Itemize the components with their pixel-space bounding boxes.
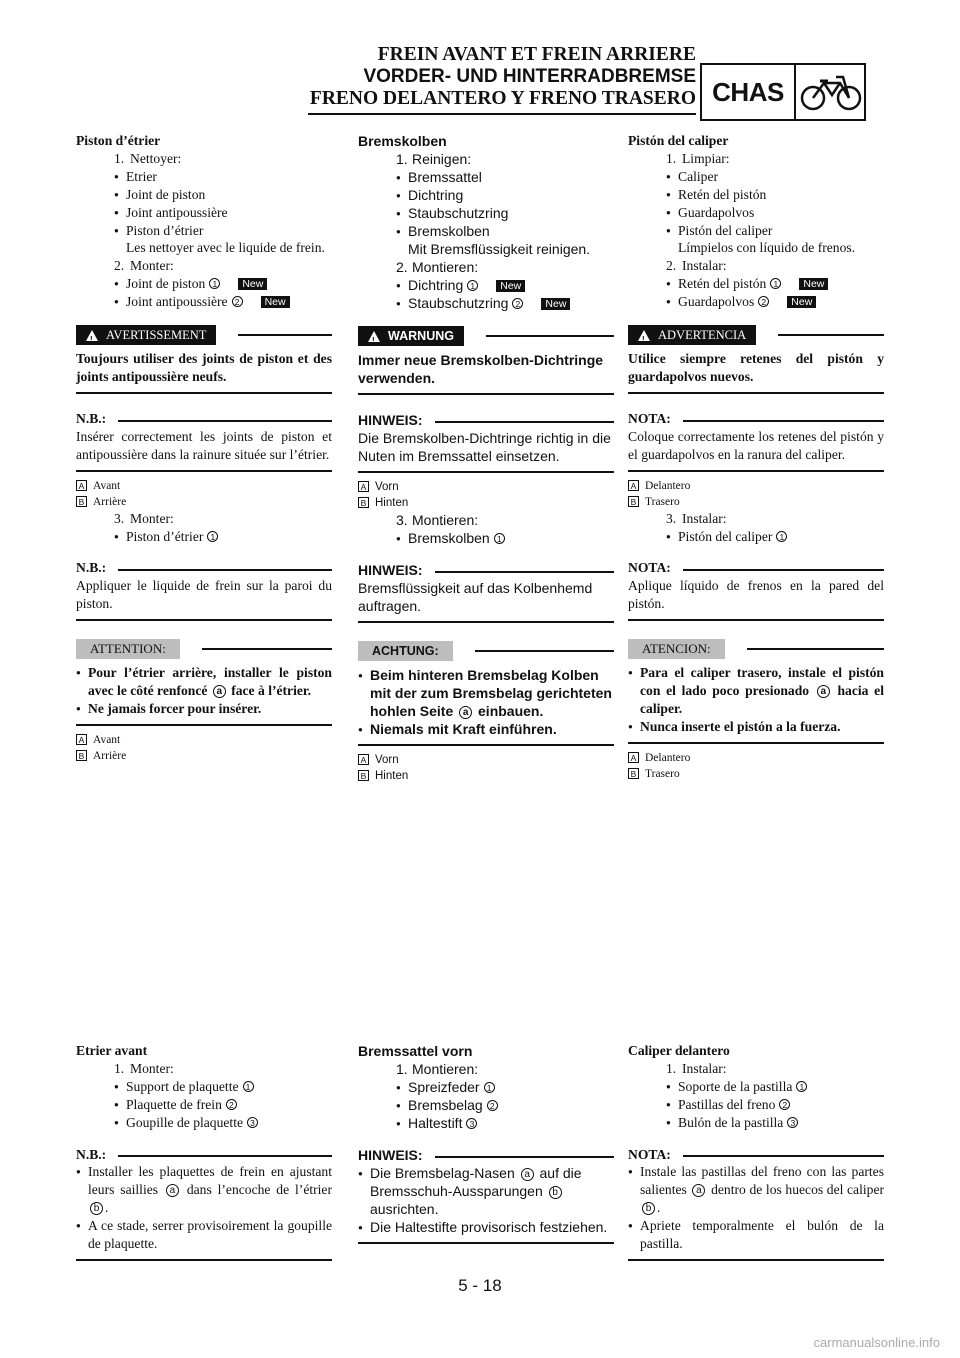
step-label: Montieren: xyxy=(412,512,479,528)
warning-text: Toujours utiliser des joints de piston et des joints antipoussière neufs. xyxy=(76,351,332,384)
note-header xyxy=(76,1146,332,1164)
es-step-3 xyxy=(628,510,884,528)
attention-badge: ATTENTION: xyxy=(76,639,180,659)
warning-icon xyxy=(638,330,650,341)
note-label: NOTA: xyxy=(628,410,671,426)
note-text: Instale las pastillas del freno con las partes salientes xyxy=(640,1164,884,1198)
callout-1: 1 xyxy=(207,531,218,542)
list-item: ● Pistón del caliper xyxy=(628,222,884,240)
step-number: 1. xyxy=(396,1061,408,1077)
legend-key-b: B xyxy=(358,497,369,508)
list-item: ● Guardapolvos xyxy=(628,204,884,222)
step-label: Instalar: xyxy=(682,510,727,526)
note-text: dentro de los huecos del caliper xyxy=(711,1182,885,1198)
es-step-1 xyxy=(628,150,884,168)
new-badge: New xyxy=(799,278,828,290)
header-title-de: VORDER- UND HINTERRADBREMSE xyxy=(363,66,696,87)
note-text: auf die Bremsschuh-Aussparungen xyxy=(370,1165,582,1199)
attention-item: ● Nunca inserte el pistón a la fuerza. xyxy=(628,718,884,736)
legend xyxy=(358,752,614,784)
legend-label: Vorn xyxy=(375,754,399,766)
attention-header xyxy=(76,639,332,659)
list-item: ● Bremskolben xyxy=(358,222,614,240)
step-label: Monter: xyxy=(130,1060,174,1076)
legend-label: Delantero xyxy=(645,751,691,764)
callout-2: 2 xyxy=(512,298,523,309)
callout-1: 1 xyxy=(776,531,787,542)
header-rule xyxy=(308,113,696,115)
warning-icon xyxy=(368,331,380,342)
fr-step-2 xyxy=(76,257,332,275)
list-item xyxy=(628,528,884,546)
list-item xyxy=(628,1078,884,1096)
item-text: Bremsbelag xyxy=(408,1097,483,1113)
legend-label: Avant xyxy=(93,733,121,746)
note-text: dans l’encoche de l’étrier xyxy=(186,1182,332,1198)
step-number: 1. xyxy=(114,1060,125,1076)
callout-a: a xyxy=(213,685,226,698)
note-item: ● Die Haltestifte provisorisch festziehen. xyxy=(358,1218,614,1236)
legend-label: Hinten xyxy=(375,497,409,509)
callout-3: 3 xyxy=(247,1117,258,1128)
item-text: Support de plaquette xyxy=(126,1078,239,1094)
es-bottom-title: Caliper delantero xyxy=(628,1043,730,1058)
step-label: Nettoyer: xyxy=(130,150,182,166)
de-step-1 xyxy=(358,150,614,168)
attention-header xyxy=(628,639,884,659)
page-number: 5 - 18 xyxy=(458,1276,502,1295)
es-section-title: Pistón del caliper xyxy=(628,133,729,148)
legend-label: Arrière xyxy=(93,495,127,508)
callout-1: 1 xyxy=(770,278,781,289)
note-header xyxy=(358,561,614,579)
legend-label: Trasero xyxy=(645,767,680,780)
fr-column-top xyxy=(76,132,332,764)
callout-a: a xyxy=(692,1184,705,1197)
item-text: Bulón de la pastilla xyxy=(678,1114,784,1130)
item-text: Retén del pistón xyxy=(678,276,767,292)
step-number: 3. xyxy=(666,510,677,526)
list-item xyxy=(358,1096,614,1114)
list-item: ● Piston d’étrier xyxy=(76,222,332,240)
note-text: Installer les plaquettes de frein en ajustant leurs saillies xyxy=(88,1164,332,1198)
step-number: 1. xyxy=(666,150,677,166)
es-column-bottom xyxy=(628,1042,884,1267)
fr-bottom-step-1 xyxy=(76,1060,332,1078)
item-text: Spreizfeder xyxy=(408,1079,480,1095)
step-number: 1. xyxy=(114,150,125,166)
note-text: Appliquer le liquide de frein sur la paroi du piston. xyxy=(76,578,332,612)
header-title-fr: FREIN AVANT ET FREIN ARRIERE xyxy=(377,44,696,65)
callout-2: 2 xyxy=(779,1099,790,1110)
item-text: Goupille de plaquette xyxy=(126,1114,244,1130)
legend-key-b: B xyxy=(628,768,639,779)
fr-step-1 xyxy=(76,150,332,168)
legend-key-b: B xyxy=(628,496,639,507)
fr-column-bottom xyxy=(76,1042,332,1267)
callout-a: a xyxy=(521,1168,534,1181)
callout-1: 1 xyxy=(484,1082,495,1093)
step-number: 2. xyxy=(114,258,125,274)
note-item: ● Instale las pastillas del freno con las partes salientes a dentro de los huecos del caliper b . xyxy=(628,1163,884,1217)
callout-1: 1 xyxy=(796,1081,807,1092)
legend-key-a: A xyxy=(76,480,87,491)
list-item: ● Bremssattel xyxy=(358,168,614,186)
warning-icon xyxy=(86,330,98,341)
legend-key-b: B xyxy=(76,496,87,507)
item-text: Joint de piston xyxy=(126,276,206,292)
note-label: HINWEIS: xyxy=(358,412,423,428)
warning-header xyxy=(76,325,332,345)
legend xyxy=(76,732,332,764)
legend-label: Hinten xyxy=(375,770,409,782)
list-item xyxy=(628,275,884,293)
note-header xyxy=(358,1146,614,1164)
item-text: Plaquette de frein xyxy=(126,1096,222,1112)
de-column-top xyxy=(358,132,614,784)
step-label: Instalar: xyxy=(682,1060,727,1076)
item-text: Bremskolben xyxy=(408,530,490,546)
section-code: CHAS xyxy=(712,76,784,107)
callout-3: 3 xyxy=(466,1118,477,1129)
header-title-es: FRENO DELANTERO Y FRENO TRASERO xyxy=(309,88,696,109)
attention-text: Pour l’étrier arrière, installer le piston avec le côté renfoncé xyxy=(88,665,332,699)
legend-key-b: B xyxy=(358,770,369,781)
warning-badge xyxy=(358,326,464,346)
fr-bottom-title: Etrier avant xyxy=(76,1043,148,1058)
callout-b: b xyxy=(90,1202,103,1215)
item-text: Guardapolvos xyxy=(678,294,755,310)
list-item xyxy=(628,1096,884,1114)
note-text: Die Bremsbelag-Nasen xyxy=(370,1165,515,1181)
callout-3: 3 xyxy=(787,1117,798,1128)
note-header xyxy=(76,559,332,577)
step-label: Monter: xyxy=(130,258,174,274)
callout-1: 1 xyxy=(243,1081,254,1092)
attention-header xyxy=(358,641,614,661)
note-label: N.B.: xyxy=(76,410,107,426)
new-badge: New xyxy=(261,296,290,308)
list-item xyxy=(628,1114,884,1132)
warning-header xyxy=(358,326,614,346)
callout-1: 1 xyxy=(209,278,220,289)
fr-section-title: Piston d’étrier xyxy=(76,133,161,148)
list-item xyxy=(358,529,614,547)
note-label: NOTA: xyxy=(628,560,671,576)
warning-text: Immer neue Bremskolben-Dichtringe verwenden. xyxy=(358,352,604,386)
attention-text: face à l’étrier. xyxy=(231,683,312,699)
callout-b: b xyxy=(642,1202,655,1215)
item-text: Staubschutzring xyxy=(408,295,509,311)
fr-step-3 xyxy=(76,510,332,528)
list-item xyxy=(358,276,614,294)
note-label: N.B.: xyxy=(76,1146,107,1162)
legend-label: Arrière xyxy=(93,749,127,762)
legend xyxy=(76,478,332,510)
legend-key-b: B xyxy=(76,750,87,761)
legend-label: Vorn xyxy=(375,481,399,493)
legend xyxy=(358,479,614,511)
callout-a: a xyxy=(459,706,472,719)
new-badge: New xyxy=(496,280,525,292)
motorcycle-icon xyxy=(794,65,864,119)
list-item: ● Etrier xyxy=(76,168,332,186)
list-item: ● Joint de piston xyxy=(76,186,332,204)
item-text: Dichtring xyxy=(408,277,464,293)
step-label: Montieren: xyxy=(412,259,479,275)
warning-label: WARNUNG xyxy=(388,329,454,343)
step-number: 3. xyxy=(396,512,408,528)
new-badge: New xyxy=(238,278,267,290)
watermark: carmanualsonline.info xyxy=(813,1335,940,1350)
note-item: ● A ce stade, serrer provisoirement la goupille de plaquette. xyxy=(76,1217,332,1253)
attention-item xyxy=(628,664,884,718)
note-item xyxy=(358,1164,614,1218)
note-label: NOTA: xyxy=(628,1146,671,1162)
step-note: Límpielos con líquido de frenos. xyxy=(678,240,856,256)
item-text: Soporte de la pastilla xyxy=(678,1078,793,1094)
list-item xyxy=(76,1096,332,1114)
legend-key-a: A xyxy=(76,734,87,745)
list-item: ● Caliper xyxy=(628,168,884,186)
warning-text: Utilice siempre retenes del pistón y guardapolvos nuevos. xyxy=(628,351,884,384)
attention-text: hacia el caliper. xyxy=(640,683,884,716)
note-text: Aplique líquido de frenos en la pared del pistón. xyxy=(628,578,884,612)
step-number: 3. xyxy=(114,510,125,526)
callout-a: a xyxy=(166,1184,179,1197)
list-item: ● Staubschutzring xyxy=(358,204,614,222)
legend xyxy=(628,478,884,510)
list-item xyxy=(76,293,332,311)
note-text: Insérer correctement les joints de piston et antipoussière dans la rainure située sur l’étrier. xyxy=(76,428,332,462)
list-item xyxy=(358,1078,614,1096)
note-label: HINWEIS: xyxy=(358,562,423,578)
de-step-2 xyxy=(358,258,614,276)
es-column-top xyxy=(628,132,884,782)
step-label: Monter: xyxy=(130,510,174,526)
attention-item: ● Niemals mit Kraft einführen. xyxy=(358,720,614,738)
callout-1: 1 xyxy=(494,533,505,544)
attention-item: ● Ne jamais forcer pour insérer. xyxy=(76,700,332,718)
list-item xyxy=(76,1114,332,1132)
note-text: Coloque correctamente los retenes del pistón y el guardapolvos en la ranura del caliper. xyxy=(628,428,884,462)
item-text: Pastillas del freno xyxy=(678,1096,776,1112)
new-badge: New xyxy=(787,296,816,308)
es-step-2 xyxy=(628,257,884,275)
note-label: N.B.: xyxy=(76,560,107,576)
warning-badge xyxy=(628,325,756,345)
list-item xyxy=(76,1078,332,1096)
legend-label: Avant xyxy=(93,479,121,492)
attention-badge: ACHTUNG: xyxy=(358,641,453,661)
callout-a: a xyxy=(817,685,830,698)
callout-2: 2 xyxy=(232,296,243,307)
step-label: Reinigen: xyxy=(412,151,472,167)
list-item: ● Retén del pistón xyxy=(628,186,884,204)
attention-text: Beim hinteren Bremsbelag Kolben mit der zum Bremsbelag gerichteten hohlen Seite xyxy=(370,667,612,719)
note-header xyxy=(628,1146,884,1164)
callout-1: 1 xyxy=(467,280,478,291)
callout-2: 2 xyxy=(758,296,769,307)
step-number: 1. xyxy=(666,1060,677,1076)
item-text: Haltestift xyxy=(408,1115,463,1131)
new-badge: New xyxy=(541,298,570,310)
section-box xyxy=(700,63,866,121)
warning-badge xyxy=(76,325,216,345)
item-text: Pistón del caliper xyxy=(678,528,773,544)
list-item: ● Joint antipoussière xyxy=(76,204,332,222)
note-header xyxy=(628,410,884,428)
note-item: ● Apriete temporalmente el bulón de la pastilla. xyxy=(628,1217,884,1253)
warning-header xyxy=(628,325,884,345)
page-header xyxy=(300,44,696,110)
list-item xyxy=(358,1114,614,1132)
attention-item xyxy=(358,666,614,720)
attention-item xyxy=(76,664,332,700)
list-item: ● Dichtring xyxy=(358,186,614,204)
attention-text: Para el caliper trasero, instale el pistón con el lado poco presionado xyxy=(640,665,884,699)
note-item: ● Installer les plaquettes de frein en ajustant leurs saillies a dans l’encoche de l’étrier b . xyxy=(76,1163,332,1217)
warning-label: ADVERTENCIA xyxy=(658,328,747,343)
es-bottom-step-1 xyxy=(628,1060,884,1078)
de-bottom-step-1 xyxy=(358,1060,614,1078)
step-number: 2. xyxy=(666,258,677,274)
note-text: Die Bremskolben-Dichtringe richtig in die Nuten im Bremssattel einsetzen. xyxy=(358,430,611,464)
de-column-bottom xyxy=(358,1042,614,1250)
legend-key-a: A xyxy=(628,752,639,763)
legend-label: Trasero xyxy=(645,495,680,508)
note-header xyxy=(76,410,332,428)
legend-key-a: A xyxy=(358,481,369,492)
step-label: Instalar: xyxy=(682,258,727,274)
de-step-3 xyxy=(358,511,614,529)
legend-key-a: A xyxy=(358,754,369,765)
step-number: 2. xyxy=(396,259,408,275)
note-header xyxy=(628,559,884,577)
attention-text: einbauen. xyxy=(478,703,544,719)
list-item xyxy=(76,275,332,293)
legend xyxy=(628,750,884,782)
step-number: 1. xyxy=(396,151,408,167)
callout-b: b xyxy=(549,1186,562,1199)
step-label: Limpiar: xyxy=(682,150,730,166)
de-section-title: Bremskolben xyxy=(358,133,447,149)
note-header xyxy=(358,411,614,429)
note-label: HINWEIS: xyxy=(358,1147,423,1163)
step-note: Mit Bremsflüssigkeit reinigen. xyxy=(408,241,591,257)
item-text: Piston d’étrier xyxy=(126,528,204,544)
attention-badge: ATENCION: xyxy=(628,639,725,659)
note-text: Bremsflüssigkeit auf das Kolbenhemd auftragen. xyxy=(358,580,593,614)
note-text: ausrichten. xyxy=(370,1201,439,1217)
legend-key-a: A xyxy=(628,480,639,491)
step-note: Les nettoyer avec le liquide de frein. xyxy=(126,240,325,256)
de-bottom-title: Bremssattel vorn xyxy=(358,1043,473,1059)
step-label: Montieren: xyxy=(412,1061,479,1077)
item-text: Joint antipoussière xyxy=(126,294,228,310)
callout-2: 2 xyxy=(487,1100,498,1111)
list-item xyxy=(358,294,614,312)
warning-label: AVERTISSEMENT xyxy=(106,328,207,343)
callout-2: 2 xyxy=(226,1099,237,1110)
list-item xyxy=(76,528,332,546)
legend-label: Delantero xyxy=(645,479,691,492)
list-item xyxy=(628,293,884,311)
